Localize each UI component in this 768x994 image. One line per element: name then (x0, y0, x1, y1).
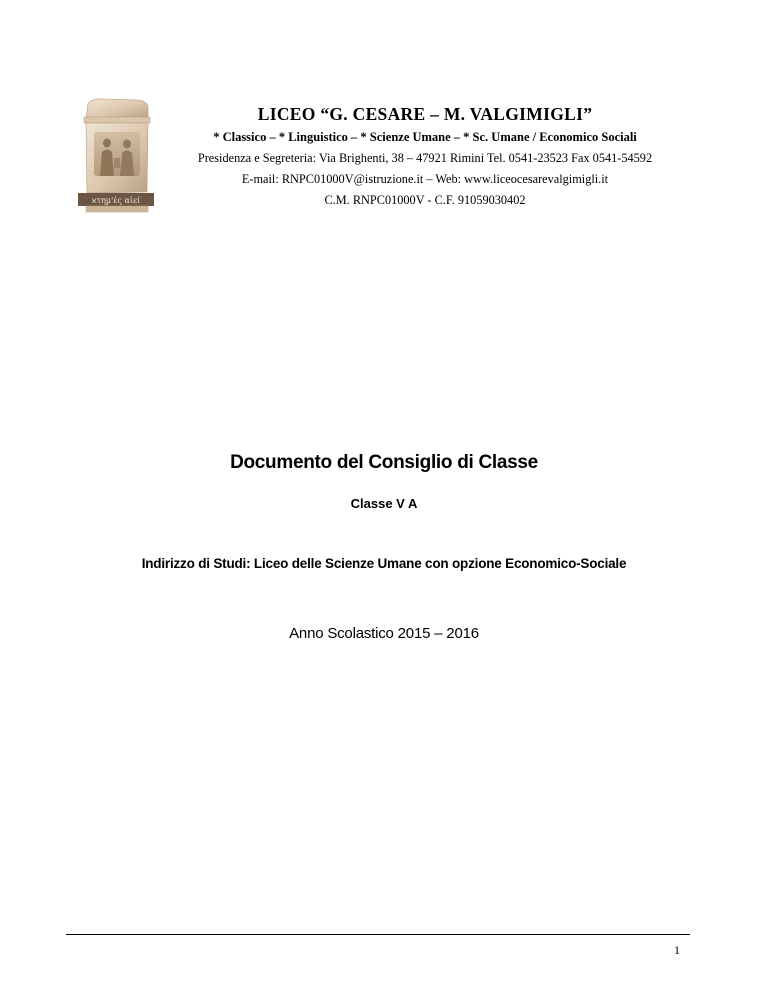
school-contact-line: Presidenza e Segreteria: Via Brighenti, 38 – 47921 Rimini Tel. 0541-23523 Fax 0541-54592 (197, 151, 653, 165)
school-codes-line: C.M. RNPC01000V - C.F. 91059030402 (324, 193, 526, 207)
school-email-web-line: E-mail: RNPC01000V@istruzione.it – Web: www.liceocesarevalgimigli.it (241, 172, 609, 186)
document-title: Documento del Consiglio di Classe (230, 452, 538, 473)
school-addresses: * Classico – * Linguistico – * Scienze Umane – * Sc. Umane / Economico Sociali (213, 130, 637, 144)
school-logo (78, 96, 154, 214)
school-name: LICEO “G. CESARE – M. VALGIMIGLI” (257, 104, 593, 124)
class-label: Classe V A (350, 496, 418, 511)
school-year: Anno Scolastico 2015 – 2016 (289, 625, 479, 642)
study-address: Indirizzo di Studi: Liceo delle Scienze Umane con opzione Economico-Sociale (141, 556, 627, 571)
footer-divider (66, 934, 690, 935)
page-number: 1 (674, 943, 680, 957)
logo-inscription: ϰτηµ'ές αἰεί (91, 196, 141, 205)
school-header (160, 96, 690, 208)
stele-image (78, 96, 154, 214)
